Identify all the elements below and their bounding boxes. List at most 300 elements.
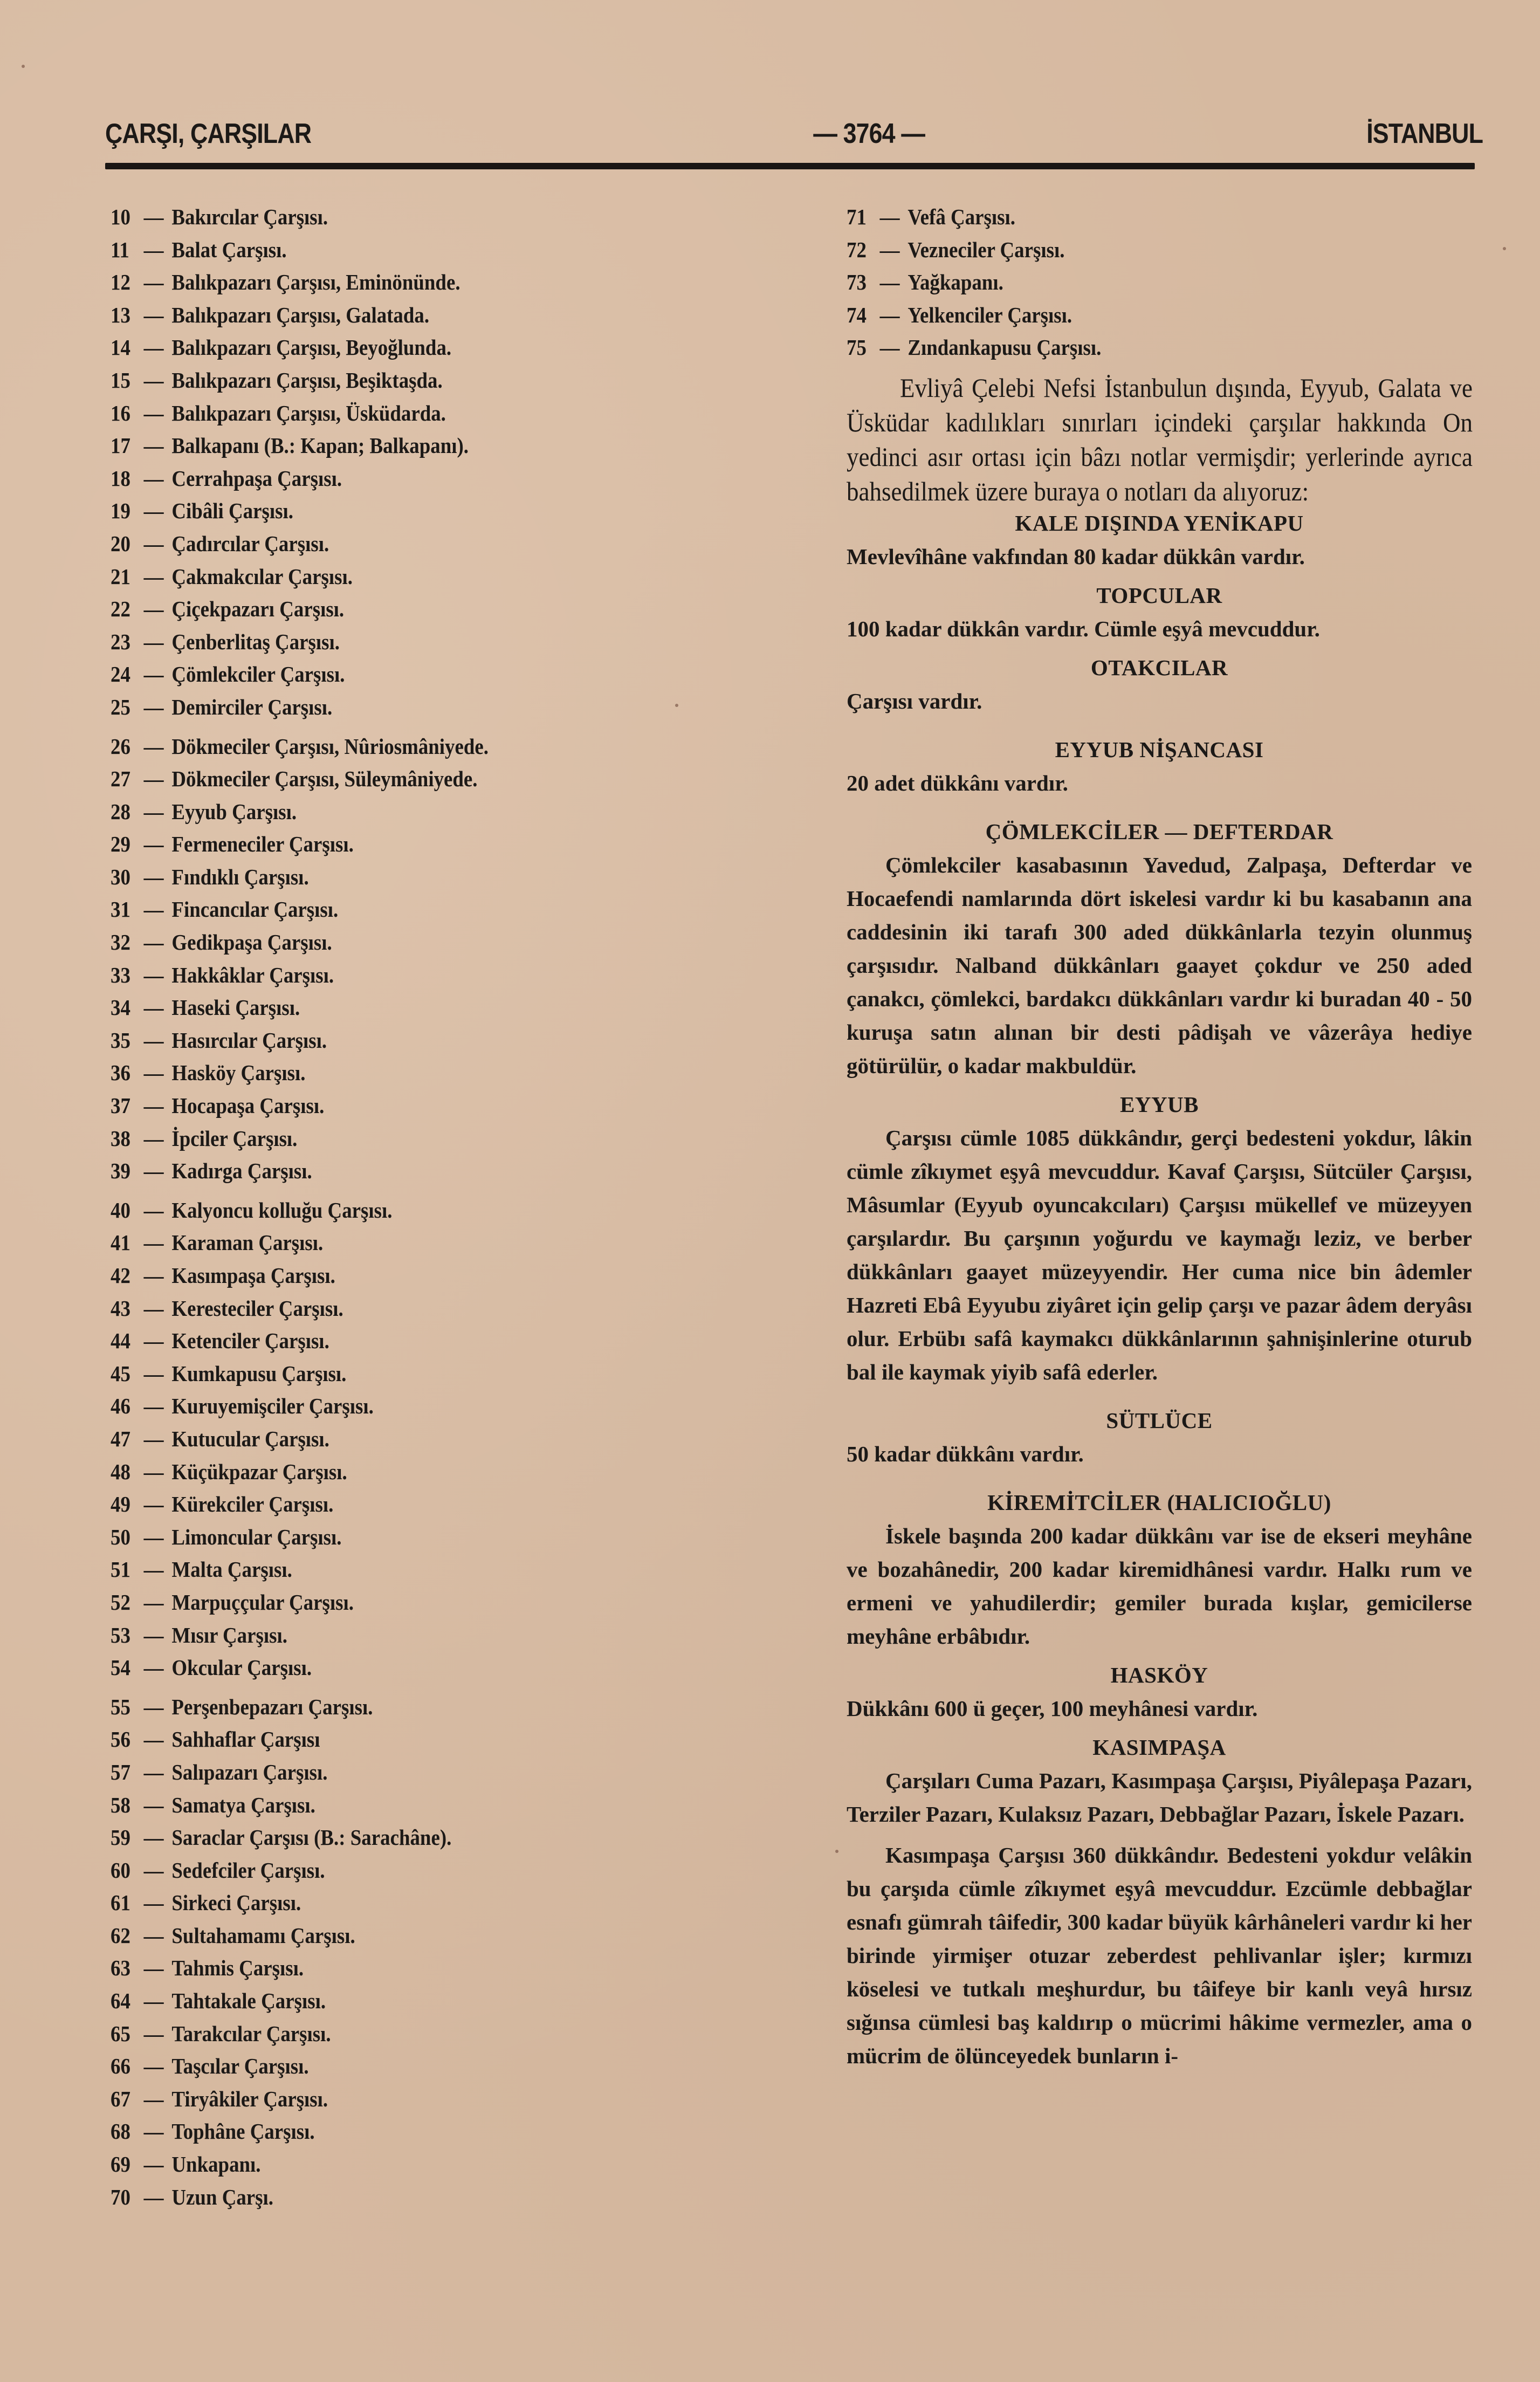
list-item [111,1292,635,1325]
section-heading: EYYUB NİŞANCASI [1055,737,1264,762]
item-text: Limoncular Çarşısı. [171,1524,342,1549]
right-column-list [847,201,1472,364]
right-column [847,201,1472,2075]
item-text: Uzun Çarşı. [171,2184,274,2209]
list-item [111,1357,635,1390]
list-item [111,893,635,926]
item-number: 50 [111,1524,130,1549]
section-spacer [847,1471,1472,1482]
item-number: 71 [847,204,867,229]
section-spacer [847,2072,1472,2075]
item-number: 37 [111,1093,130,1118]
em-dash: — [143,1393,164,1419]
section-paragraph: Mevlevîhâne vakfından 80 kadar dükkân vardır. [847,544,1305,569]
item-text: Hasköy Çarşısı. [171,1060,306,1086]
list-item [111,527,635,560]
item-number: 31 [111,897,130,922]
section-paragraph: 50 kadar dükkânı vardır. [847,1441,1084,1466]
em-dash: — [143,204,164,229]
item-text: Samatya Çarşısı. [171,1792,315,1817]
item-number: 56 [111,1727,130,1752]
em-dash: — [143,1825,164,1850]
list-item [847,201,1410,234]
list-item [111,2181,635,2214]
list-item [111,201,635,234]
em-dash: — [143,2152,164,2177]
list-item [111,1155,635,1187]
item-text: Küçükpazar Çarşısı. [171,1459,347,1484]
item-number: 45 [111,1361,130,1386]
section-heading: SÜTLÜCE [1106,1408,1213,1433]
em-dash: — [143,2184,164,2209]
em-dash: — [879,302,900,327]
section-paragraph: 20 adet dükkânı vardır. [847,770,1068,795]
section-paragraph: 100 kadar dükkân vardır. Cümle eşyâ mevcuddur. [847,616,1320,641]
page-number: — 3764 — [813,118,925,149]
item-text: Karaman Çarşısı. [171,1230,324,1255]
item-number: 11 [111,237,129,262]
item-text: Balıkpazarı Çarşısı, Üsküdarda. [171,400,446,425]
em-dash: — [143,335,164,360]
intro-paragraph: Evliyâ Çelebi Nefsi İstanbulun dışında, Eyyub, Galata ve Üsküdar kadılıkları sınırları içindeki çarşılar hakkında On yedinci asır ortası için bâzı notlar vermişdir; yerlerinde ayrıca bahsedilmek üzere buraya o notları da alıyoruz: [847,372,1473,506]
list-item [111,1024,635,1057]
item-text: Sirkeci Çarşısı. [171,1890,301,1916]
list-item [111,266,635,299]
em-dash: — [143,498,164,524]
list-item [111,1723,635,1756]
item-text: Perşenbepazarı Çarşısı. [171,1694,373,1719]
item-text: Çiçekpazarı Çarşısı. [171,596,345,622]
item-text: Fındıklı Çarşısı. [171,864,309,889]
em-dash: — [143,1197,164,1223]
item-text: Sedefciler Çarşısı. [171,1857,325,1883]
section-heading: KALE DIŞINDA YENİKAPU [1015,510,1304,536]
em-dash: — [143,864,164,889]
item-number: 21 [111,564,130,589]
item-text: Saraclar Çarşısı (B.: Sarachâne). [171,1825,452,1850]
item-number: 73 [847,270,867,295]
section-spacer [847,646,1472,648]
section-paragraph: İskele başında 200 kadar dükkânı var ise de ekseri meyhâne ve bozahânedir, 200 kadar kiremidhânesi vardır. Halkı rum ve ermeni ve yahudilerdir; gemiler burada kışlar, gemicilerse meyhâne erbâbıdır. [847,1523,1472,1649]
item-number: 39 [111,1158,130,1184]
item-number: 10 [111,204,130,229]
item-text: Tiryâkiler Çarşısı. [171,2086,328,2111]
list-item [111,1919,635,1952]
list-item [111,1194,635,1227]
item-text: Çenberlitaş Çarşısı. [171,629,340,654]
left-column-list [111,201,693,2213]
section-heading: HASKÖY [1110,1662,1208,1687]
em-dash: — [143,766,164,792]
list-item [111,1789,635,1822]
item-number: 28 [111,799,130,824]
item-number: 66 [111,2054,130,2079]
em-dash: — [879,237,900,262]
paper-speck [1503,247,1506,250]
em-dash: — [143,465,164,491]
item-text: Kasımpaşa Çarşısı. [171,1263,335,1288]
item-text: Tahmis Çarşısı. [171,1955,304,1981]
em-dash: — [879,204,900,229]
em-dash: — [143,1655,164,1680]
list-item [111,1122,635,1155]
item-number: 52 [111,1589,130,1615]
section-spacer [847,573,1472,575]
em-dash: — [143,2054,164,2079]
item-text: Balıkpazarı Çarşısı, Galatada. [171,302,430,327]
section-heading: TOPCULAR [1096,582,1222,608]
em-dash: — [879,335,900,360]
item-number: 69 [111,2152,130,2177]
section-paragraph: Çarşısı cümle 1085 dükkândır, gerçi bedesteni yokdur, lâkin cümle zîkıymet eşyâ mevcuddur. Kavaf Çarşısı, Sütcüler Çarşısı, Mâsumlar (Eyyub oyuncakcıları) Çarşısı mükellef ve müzeyyen çarşılardır. Bu çarşının yoğurdu ve kaymağı leziz, ve berber dükkânları gaayet müzeyyendir. Her cuma nice bin âdemler Hazreti Ebâ Eyyubu ziyâret için gelip çarşı ve pazar âdem deryâsı olur. Erbübı safâ kaymakcı dükkânlarının şahnişinlerine oturub bal ile kaymak yiyib safâ ederler. [847,1125,1472,1384]
item-text: Mısır Çarşısı. [171,1622,287,1648]
item-number: 15 [111,367,130,393]
list-item [111,1756,635,1789]
item-number: 29 [111,832,130,857]
item-text: Demirciler Çarşısı. [171,694,333,719]
em-dash: — [143,270,164,295]
list-item [847,331,1410,364]
em-dash: — [143,694,164,719]
item-text: Gedikpaşa Çarşısı. [171,930,332,955]
item-text: Dökmeciler Çarşısı, Süleymâniyede. [171,766,478,792]
list-item [111,397,635,430]
item-number: 16 [111,400,130,425]
em-dash: — [143,1955,164,1981]
item-number: 51 [111,1557,130,1582]
list-item [111,828,635,861]
item-text: Fincancılar Çarşısı. [171,897,339,922]
em-dash: — [143,1459,164,1484]
em-dash: — [143,1492,164,1517]
item-number: 44 [111,1328,130,1354]
item-number: 43 [111,1295,130,1321]
list-item [111,861,635,894]
item-text: Kadırga Çarşısı. [171,1158,312,1184]
running-head-title: ÇARŞI, ÇARŞILAR [105,118,312,149]
item-number: 35 [111,1027,130,1053]
item-number: 20 [111,531,130,556]
item-number: 61 [111,1890,130,1916]
section-paragraph: Çömlekciler kasabasının Yavedud, Zalpaşa, Defterdar ve Hocaefendi namlarında dört iskelesi vardır ki bu kasabanın ana caddesinin iki tarafı 300 aded dükkânlarla tezyin olunmuş çarşısıdır. Nalband dükkânları gaayet çokdur ve 250 aded çanakcı, çömlekci, bardakcı dükkânları vardır ki buradan 40 - 50 kuruşa satın alınan bir desti pâdişah ve vâzerâya hediye götürülür, o kadar makbuldür. [847,852,1472,1078]
em-dash: — [143,1890,164,1916]
item-text: Cerrahpaşa Çarşısı. [171,465,342,491]
section-spacer [847,1725,1472,1727]
section-heading: ÇÖMLEKCİLER — DEFTERDAR [985,819,1333,844]
em-dash: — [143,1622,164,1648]
list-item [111,593,635,626]
em-dash: — [143,1557,164,1582]
list-item [111,1952,635,1985]
section-spacer [847,1082,1472,1084]
item-number: 38 [111,1125,130,1151]
em-dash: — [143,2119,164,2144]
item-text: Hakkâklar Çarşısı. [171,962,334,987]
section-heading: EYYUB [1119,1092,1199,1117]
item-text: Balkapanı (B.: Kapan; Balkapanı). [171,433,469,458]
em-dash: — [143,531,164,556]
em-dash: — [143,799,164,824]
paper-speck [22,65,25,68]
item-number: 23 [111,629,130,654]
item-number: 17 [111,433,130,458]
item-text: Balıkpazarı Çarşısı, Beşiktaşda. [171,367,443,393]
list-item [111,1886,635,1919]
list-item [111,364,635,397]
section-paragraph: Çarşıları Cuma Pazarı, Kasımpaşa Çarşısı, Piyâlepaşa Pazarı, Terziler Pazarı, Kulaksız Pazarı, Debbağlar Pazarı, İskele Pazarı. [847,1768,1472,1827]
em-dash: — [143,1263,164,1288]
item-text: Salıpazarı Çarşısı. [171,1759,328,1784]
list-item [847,266,1410,299]
item-number: 34 [111,995,130,1020]
list-item [111,1456,635,1488]
em-dash: — [143,1694,164,1719]
item-number: 26 [111,733,130,759]
section-spacer [847,1389,1472,1401]
item-number: 59 [111,1825,130,1850]
section-spacer [847,1653,1472,1655]
list-item [111,2148,635,2181]
em-dash: — [143,1727,164,1752]
list-item [111,1226,635,1259]
item-text: Marpuççular Çarşısı. [171,1589,354,1615]
list-item [111,1586,635,1619]
em-dash: — [143,1027,164,1053]
list-item [111,691,635,724]
item-text: Unkapanı. [171,2152,261,2177]
list-item [111,2050,635,2083]
em-dash: — [143,367,164,393]
item-number: 24 [111,662,130,687]
item-number: 18 [111,465,130,491]
em-dash: — [143,400,164,425]
list-item [847,234,1410,266]
em-dash: — [143,1361,164,1386]
list-item [111,234,635,266]
item-text: Fermeneciler Çarşısı. [171,832,354,857]
em-dash: — [143,1158,164,1184]
list-item [111,1651,635,1684]
item-number: 60 [111,1857,130,1883]
em-dash: — [143,564,164,589]
item-text: Okcular Çarşısı. [171,1655,312,1680]
item-number: 13 [111,302,130,327]
item-text: Kalyoncu kolluğu Çarşısı. [171,1197,393,1223]
item-text: Hasırcılar Çarşısı. [171,1027,327,1053]
em-dash: — [143,733,164,759]
item-number: 41 [111,1230,130,1255]
item-text: Zındankapusu Çarşısı. [908,335,1102,360]
list-item [111,926,635,959]
item-number: 12 [111,270,130,295]
item-text: Sahhaflar Çarşısı [171,1727,320,1752]
item-number: 55 [111,1694,130,1719]
item-number: 27 [111,766,130,792]
item-text: Bakırcılar Çarşısı. [171,204,328,229]
em-dash: — [143,1857,164,1883]
item-number: 65 [111,2021,130,2046]
item-text: Yağkapanı. [908,270,1003,295]
item-number: 64 [111,1988,130,2014]
em-dash: — [143,1093,164,1118]
section-spacer [847,800,1472,812]
em-dash: — [143,1524,164,1549]
item-number: 70 [111,2184,130,2209]
item-number: 14 [111,335,130,360]
section-paragraph: Dükkânı 600 ü geçer, 100 meyhânesi vardır. [847,1695,1258,1721]
item-text: Malta Çarşısı. [171,1557,292,1582]
item-text: Cibâli Çarşısı. [171,498,293,524]
item-text: Çakmakcılar Çarşısı. [171,564,353,589]
item-text: Vezneciler Çarşısı. [908,237,1065,262]
item-number: 46 [111,1393,130,1419]
item-number: 40 [111,1197,130,1223]
list-item [111,1423,635,1456]
em-dash: — [143,2086,164,2111]
paper-speck [835,1850,838,1853]
item-text: Çömlekciler Çarşısı. [171,662,345,687]
item-number: 25 [111,694,130,719]
item-text: Sultahamamı Çarşısı. [171,1923,355,1948]
em-dash: — [143,1295,164,1321]
em-dash: — [143,1060,164,1086]
list-gap [111,724,693,730]
list-item [111,626,635,658]
list-item [111,1619,635,1652]
section-heading: KASIMPAŞA [1092,1734,1226,1760]
item-number: 19 [111,498,130,524]
item-text: Kutucular Çarşısı. [171,1426,329,1451]
item-text: Ketenciler Çarşısı. [171,1328,329,1354]
section-spacer [847,718,1472,730]
paper-speck [675,704,678,707]
item-text: Dökmeciler Çarşısı, Nûriosmâniyede. [171,733,489,759]
em-dash: — [143,629,164,654]
list-item [111,1691,635,1724]
item-text: Tarakcılar Çarşısı. [171,2021,331,2046]
item-text: Eyyub Çarşısı. [171,799,297,824]
item-text: Kürekciler Çarşısı. [171,1492,334,1517]
item-text: Taşcılar Çarşısı. [171,2054,309,2079]
item-text: Kuruyemişciler Çarşısı. [171,1393,374,1419]
item-number: 75 [847,335,867,360]
em-dash: — [143,2021,164,2046]
list-item [111,1488,635,1521]
item-text: Balıkpazarı Çarşısı, Beyoğlunda. [171,335,452,360]
em-dash: — [879,270,900,295]
item-number: 33 [111,962,130,987]
item-text: Kumkapusu Çarşısı. [171,1361,347,1386]
em-dash: — [143,962,164,987]
list-item [111,1056,635,1089]
item-text: Tophâne Çarşısı. [171,2119,315,2144]
list-item [111,1553,635,1586]
list-item [111,763,635,795]
item-number: 68 [111,2119,130,2144]
item-number: 67 [111,2086,130,2111]
em-dash: — [143,897,164,922]
em-dash: — [143,433,164,458]
section-heading: OTAKCILAR [1090,655,1228,680]
em-dash: — [143,1923,164,1948]
item-text: Hocapaşa Çarşısı. [171,1093,325,1118]
item-text: Haseki Çarşısı. [171,995,300,1020]
em-dash: — [143,832,164,857]
list-item [111,991,635,1024]
em-dash: — [143,1988,164,2014]
item-number: 47 [111,1426,130,1451]
em-dash: — [143,1792,164,1817]
item-number: 48 [111,1459,130,1484]
item-text: Tahtakale Çarşısı. [171,1988,326,2014]
list-gap [111,1684,693,1691]
item-text: Balıkpazarı Çarşısı, Eminönünde. [171,270,460,295]
list-item [111,1089,635,1122]
item-text: Çadırcılar Çarşısı. [171,531,329,556]
item-text: Keresteciler Çarşısı. [171,1295,343,1321]
list-item [111,462,635,495]
list-item [111,795,635,828]
list-item [111,429,635,462]
item-number: 32 [111,930,130,955]
item-number: 49 [111,1492,130,1517]
item-number: 53 [111,1622,130,1648]
list-item [111,1390,635,1423]
list-item [111,2115,635,2148]
item-number: 42 [111,1263,130,1288]
item-number: 58 [111,1792,130,1817]
section-heading: KİREMİTCİLER (HALICIOĞLU) [987,1489,1331,1515]
list-item [111,331,635,364]
list-item [111,1259,635,1292]
item-text: Vefâ Çarşısı. [908,204,1015,229]
em-dash: — [143,1328,164,1354]
list-item [111,1521,635,1554]
list-item [111,2017,635,2050]
page-header [105,118,1483,155]
list-item [111,730,635,763]
em-dash: — [143,596,164,622]
list-item [111,1985,635,2017]
em-dash: — [143,237,164,262]
item-number: 22 [111,596,130,622]
em-dash: — [143,1589,164,1615]
header-rule [105,163,1475,169]
running-head-section: İSTANBUL [1366,118,1483,149]
list-item [111,1854,635,1887]
list-item [111,495,635,527]
em-dash: — [143,930,164,955]
item-number: 72 [847,237,867,262]
list-item [111,959,635,992]
item-text: Yelkenciler Çarşısı. [908,302,1072,327]
em-dash: — [143,1230,164,1255]
em-dash: — [143,1759,164,1784]
item-text: Balat Çarşısı. [171,237,287,262]
item-text: İpciler Çarşısı. [171,1125,298,1151]
item-number: 63 [111,1955,130,1981]
list-item [847,299,1410,332]
list-item [111,560,635,593]
list-item [111,299,635,332]
em-dash: — [143,1426,164,1451]
em-dash: — [143,1125,164,1151]
item-number: 36 [111,1060,130,1086]
em-dash: — [143,995,164,1020]
list-item [111,1324,635,1357]
item-number: 74 [847,302,867,327]
list-gap [111,1187,693,1194]
